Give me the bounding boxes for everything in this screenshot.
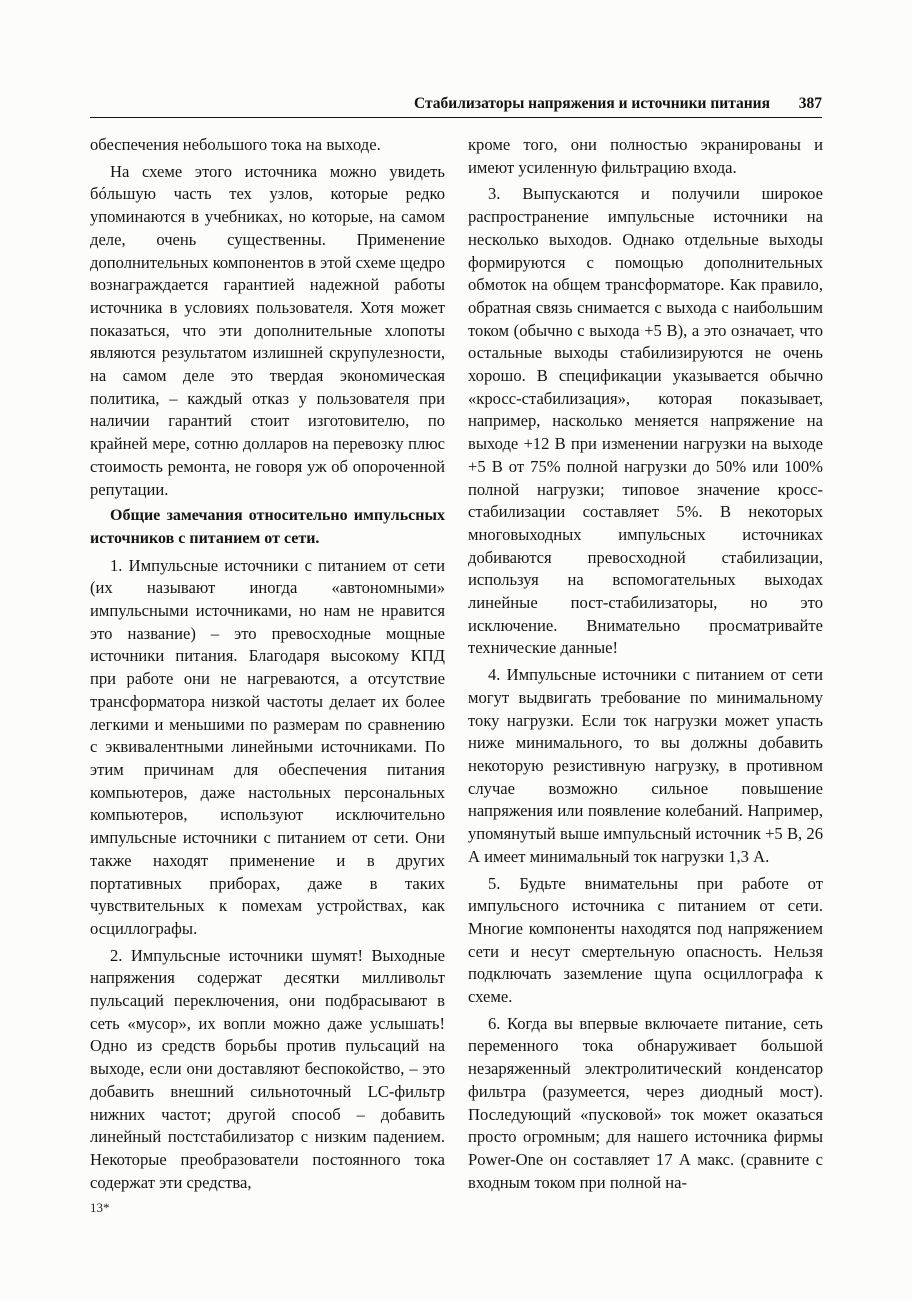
paragraph: кроме того, они полностью экранированы и имеют усиленную фильтрацию входа.: [468, 135, 823, 177]
paragraph: 1. Импульсные источники с питанием от сети (их называют иногда «автономными» импульсными источниками, но нам не нравится это название) – это превосходные мощные источники питания. Благодаря высокому КПД при работе они не нагреваются, а отсутствие трансформатора низкой частоты делает их более легкими и меньшими по размерам по сравнению с эквивалентными линейными источниками. По этим причинам для обеспечения питания компьютеров, даже настольных персональных компьютеров, используют исключительно импульсные источники с питанием от сети. Они также находят применение и в других портативных приборах, даже в таких чувствительных к помехам устройствах, как осциллографы.: [90, 555, 445, 938]
paragraph: 2. Импульсные источники шумят! Выходные напряжения содержат десятки милливольт пульсаций переключения, они подбрасывают в сеть «мусор», их вопли можно даже услышать! Одно из средств борьбы против пульсаций на выходе, если они доставляют беспокойство, – это добавить внешний сильноточный LC-фильтр нижних частот; другой способ – добавить линейный постстабилизатор с низким падением. Некоторые преобразователи постоянного тока содержат эти средства,: [90, 945, 445, 1192]
signature-mark: 13*: [90, 1200, 110, 1215]
paragraph: 3. Выпускаются и получили широкое распространение импульсные источники на несколько выходов. Однако отдельные выходы формируются с помощью дополнительных обмоток на общем трансформаторе. Как правило, обратная связь снимается с выхода с наибольшим током (обычно с выхода +5 В), а это означает, что остальные выходы стабилизируются не очень хорошо. В спецификации указывается обычно «кросс-стабилизация», которая показывает, например, насколько меняется напряжение на выходе +12 В при изменении нагрузки на выходе +5 В от 75% полной нагрузки до 50% или 100% полной нагрузки; типовое значение кросс-стабилизации составляет 5%. В некоторых многовыходных импульсных источниках добиваются превосходной стабилизации, используя на вспомогательных выходах линейные пост-стабилизаторы, но это исключение. Внимательно просматривайте технические данные!: [468, 184, 823, 658]
paragraph: 6. Когда вы впервые включаете питание, сеть переменного тока обнаруживает большой незаряженный электролитический конденсатор фильтра (разумеется, через диодный мост). Последующий «пусковой» ток может оказаться просто огромным; для нашего источника фирмы Power-One он составляет 17 А макс. (сравните с входным током при полной на-: [468, 1013, 823, 1192]
right-column: [468, 134, 823, 1198]
page-number: 387: [798, 95, 822, 112]
paragraph: обеспечения небольшого тока на выходе.: [90, 135, 381, 154]
running-title: Стабилизаторы напряжения и источники питания: [413, 95, 770, 112]
paragraph: 5. Будьте внимательны при работе от импульсного источника с питанием от сети. Многие компоненты находятся под напряжением сети и несут смертельную опасность. Нельзя подключать заземление щупа осциллографа к схеме.: [468, 873, 823, 1007]
section-subheading: Общие замечания относительно импульсных источников с питанием от сети.: [90, 507, 445, 547]
paragraph: 4. Импульсные источники с питанием от сети могут выдвигать требование по минимальному току нагрузки. Если ток нагрузки может упасть ниже минимального, то вы должны добавить некоторую резистивную нагрузку, в противном случае возможно сильное повышение напряжения или появление колебаний. Например, упомянутый выше импульсный источник +5 В, 26 А имеет минимальный ток нагрузки 1,3 А.: [468, 665, 823, 866]
paragraph: На схеме этого источника можно увидеть бóльшую часть тех узлов, которые редко упоминаются в учебниках, но которые, на самом деле, очень существенны. Применение дополнительных компонентов в этой схеме щедро вознаграждается гарантией надежной работы источника в условиях пользователя. Хотя может показаться, что эти дополнительные хлопоты являются результатом излишней скрупулезности, на самом деле это твердая экономическая политика, – каждый отказ у пользователя при наличии гарантий стоит изготовителю, по крайней мере, сотню долларов на перевозку плюс стоимость ремонта, не говоря уж об опороченной репутации.: [90, 161, 445, 499]
running-header: [90, 93, 822, 118]
left-column: [90, 134, 445, 1198]
